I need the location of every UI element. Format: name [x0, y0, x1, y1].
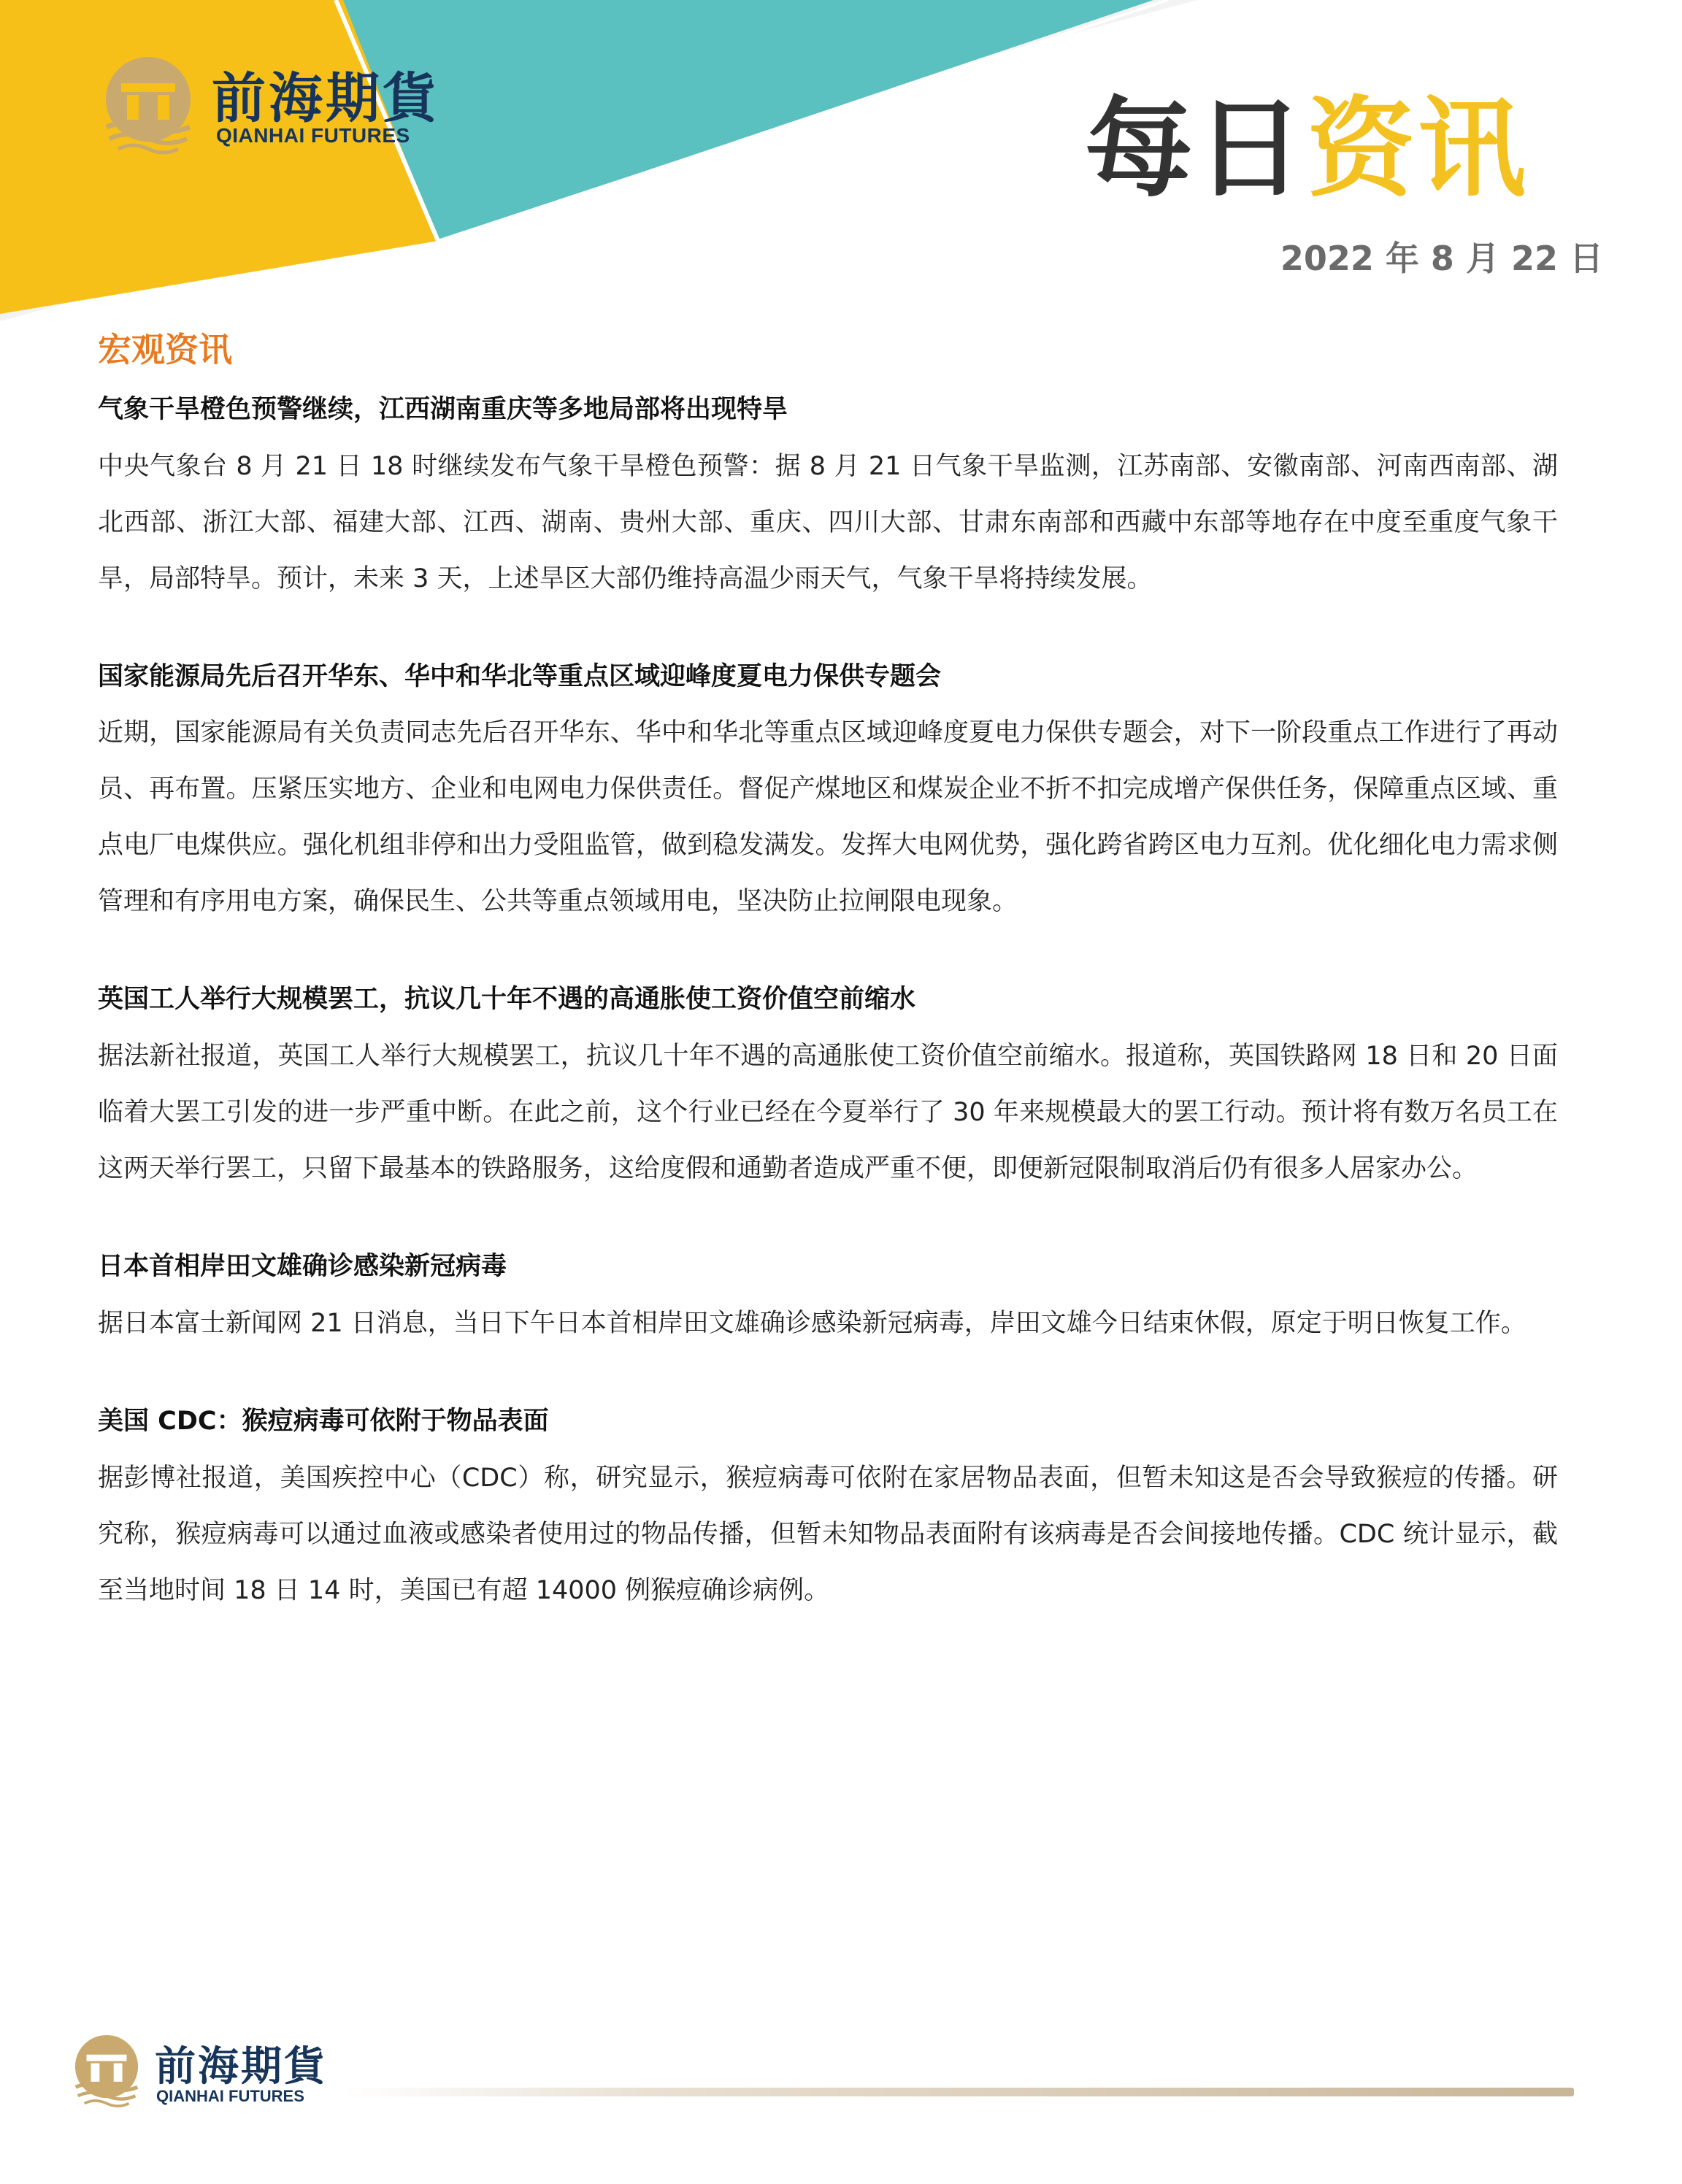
article-body: 据法新社报道，英国工人举行大规模罢工，抗议几十年不遇的高通胀使工资价值空前缩水。报道称，英国铁路网 18 日和 20 日面临着大罢工引发的进一步严重中断。在此之前，这个行业已经在今夏举行了 30 年来规模最大的罢工行动。预计将有数万名员工在这两天举行罢工，只留下最基本的铁路服务，这给度假和通勤者造成严重不便，即便新冠限制取消后仍有很多人居家办公。 — [98, 1042, 1558, 1184]
brand-name-en: QIANHAI FUTURES — [216, 124, 410, 147]
article-body: 据日本富士新闻网 21 日消息，当日下午日本首相岸田文雄确诊感染新冠病毒，岸田文雄今日结束休假，原定于明日恢复工作。 — [98, 1308, 1527, 1338]
footer-brand-name-en: QIANHAI FUTURES — [156, 2087, 304, 2105]
header-logo — [93, 51, 473, 161]
article-2 — [98, 658, 1558, 931]
main-content — [98, 328, 1558, 1670]
section-title: 宏观资讯 — [98, 330, 232, 369]
report-title-part2: 资讯 — [1307, 86, 1529, 212]
article-3 — [98, 981, 1558, 1197]
article-5 — [98, 1403, 1558, 1619]
article-headline: 气象干旱橙色预警继续，江西湖南重庆等多地局部将出现特旱 — [98, 394, 788, 424]
report-title — [1085, 86, 1529, 212]
article-headline: 日本首相岸田文雄确诊感染新冠病毒 — [98, 1252, 507, 1282]
article-body: 据彭博社报道，美国疾控中心（CDC）称，研究显示，猴痘病毒可依附在家居物品表面，但暂未知这是否会导致猴痘的传播。研究称，猴痘病毒可以通过血液或感染者使用过的物品传播，但暂未知物品表面附有该病毒是否会间接地传播。CDC 统计显示，截至当地时间 18 日 14 时，美国已有超 14000 例猴痘确诊病例。 — [98, 1463, 1558, 1605]
brand-name-cn: 前海期貨 — [212, 67, 439, 130]
report-date: 2022 年 8 月 22 日 — [1280, 239, 1603, 278]
article-body: 中央气象台 8 月 21 日 18 时继续发布气象干旱橙色预警：据 8 月 21 日气象干旱监测，江苏南部、安徽南部、河南西南部、湖北西部、浙江大部、福建大部、江西、湖南、贵州大部、重庆、四川大部、甘肃东南部和西藏中东部等地存在中度至重度气象干旱，局部特旱。预计，未来 3 天，上述旱区大部仍维持高温少雨天气，气象干旱将持续发展。 — [98, 451, 1558, 593]
qianhai-emblem-icon — [66, 2033, 147, 2109]
qianhai-emblem-icon — [93, 54, 203, 156]
footer-logo — [66, 2033, 358, 2120]
article-body: 近期，国家能源局有关负责同志先后召开华东、华中和华北等重点区域迎峰度夏电力保供专题会，对下一阶段重点工作进行了再动员、再布置。压紧压实地方、企业和电网电力保供责任。督促产煤地区和煤炭企业不折不扣完成增产保供任务，保障重点区域、重点电厂电煤供应。强化机组非停和出力受阻监管，做到稳发满发。发挥大电网优势，强化跨省跨区电力互剂。优化细化电力需求侧管理和有序用电方案，确保民生、公共等重点领域用电，坚决防止拉闸限电现象。 — [98, 718, 1558, 917]
report-title-part1: 每日 — [1085, 86, 1307, 212]
article-headline: 英国工人举行大规模罢工，抗议几十年不遇的高通胀使工资价值空前缩水 — [98, 985, 916, 1015]
article-4 — [98, 1248, 1558, 1352]
article-headline: 美国 CDC：猴痘病毒可依附于物品表面 — [98, 1406, 549, 1436]
article-1 — [98, 391, 1558, 607]
footer-brand-name-cn: 前海期貨 — [155, 2042, 327, 2091]
footer-divider — [343, 2088, 1574, 2096]
article-headline: 国家能源局先后召开华东、华中和华北等重点区域迎峰度夏电力保供专题会 — [98, 661, 942, 691]
